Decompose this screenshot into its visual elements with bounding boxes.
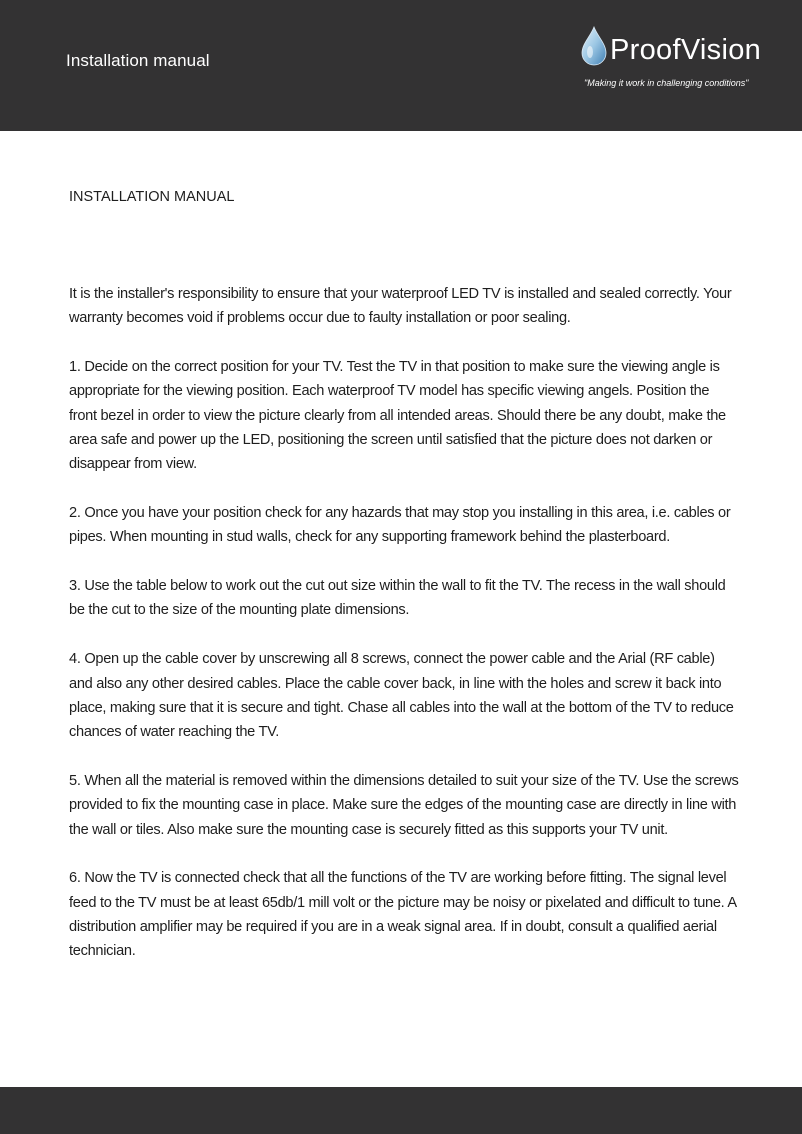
step-paragraph-5: 5. When all the material is removed within the dimensions detailed to suit your size of the TV. Use the screws provided to fix the mounting case in place. Make sure the edges of the mounting case are directly in line with the wall or tiles. Also make sure the mounting case is securely fitted as this supports your TV unit. (69, 772, 739, 838)
header-title: Installation manual (66, 51, 210, 70)
step-paragraph-1: 1. Decide on the correct position for your TV. Test the TV in that position to make sure the viewing angle is appropriate for the viewing position. Each waterproof TV model has specific viewing angels. Position the front bezel in order to view the picture clearly from all intended areas. Should there be any doubt, make the area safe and power up the LED, positioning the screen until satisfied that the picture does not darken or disappear from view. (69, 359, 726, 473)
step-paragraph-4: 4. Open up the cable cover by unscrewing all 8 screws, connect the power cable and the Arial (RF cable) and also any other desired cables. Place the cable cover back, in line with the holes and screw it back into place, making sure that it is secure and tight. Chase all cables into the wall at the bottom of the TV to reduce chances of water reaching the TV. (69, 651, 734, 741)
logo-brand-name: ProofVision (610, 34, 762, 66)
document-body (69, 282, 739, 988)
page-footer (0, 1087, 802, 1134)
document-heading: INSTALLATION MANUAL (69, 189, 235, 205)
step-paragraph-2: 2. Once you have your position check for any hazards that may stop you installing in this area, i.e. cables or pipes. When mounting in stud walls, check for any supporting framework behind the plasterboard. (69, 505, 731, 546)
logo-tagline: "Making it work in challenging conditions" (584, 78, 749, 88)
step-paragraph-6: 6. Now the TV is connected check that all the functions of the TV are working before fitting. The signal level feed to the TV must be at least 65db/1 mill volt or the picture may be noisy or pixelated and difficult to tune. A distribution amplifier may be required if you are in a weak signal area. If in doubt, consult a qualified aerial technician. (69, 870, 736, 960)
page-header (0, 0, 802, 131)
intro-paragraph: It is the installer's responsibility to ensure that your waterproof LED TV is installed and sealed correctly. Your warranty becomes void if problems occur due to faulty installation or poor sealing. (69, 286, 732, 327)
step-paragraph-3: 3. Use the table below to work out the cut out size within the wall to fit the TV. The recess in the wall should be the cut to the size of the mounting plate dimensions. (69, 578, 726, 619)
water-drop-logo-icon (580, 26, 608, 66)
